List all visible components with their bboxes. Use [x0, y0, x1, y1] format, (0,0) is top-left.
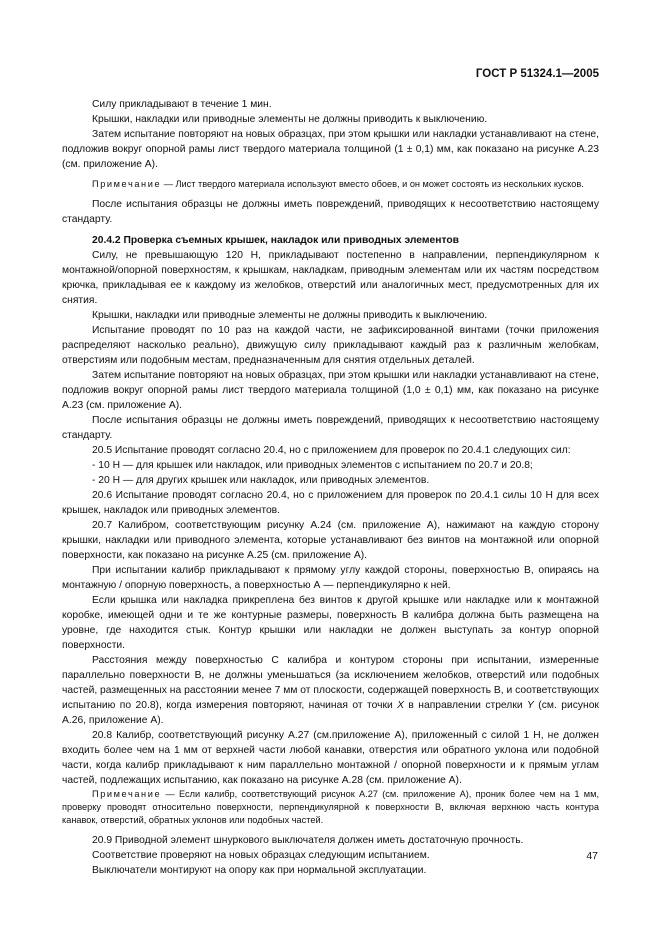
paragraph [62, 653, 599, 728]
page-number: 47 [586, 850, 598, 862]
paragraph: 20.8 Калибр, соответствующий рисунку А.27 (см.приложение А), приложенный с силой 1 Н, не должен входить более чем на 1 мм от верхней части любой канавки, отверстия или обратного уклона или подобной части, когда калибр прикладывают к ним параллельно монтажной / опорной поверхности и к прямым углам частей, подлежащих испытанию, как показано на рисунке А.28 (см. приложение А). [62, 730, 599, 786]
paragraph: После испытания образцы не должны иметь повреждений, приводящих к несоответствию настоящему стандарту. [62, 415, 599, 441]
note-label: Примечание [92, 179, 162, 189]
paragraph: 20.9 Приводной элемент шнуркового выключателя должен иметь достаточную прочность. [92, 835, 524, 846]
paragraph: 20.5 Испытание проводят согласно 20.4, но с приложением для проверок по 20.4.1 следующих сил: [92, 445, 571, 456]
note: Примечание — Лист твердого материала используют вместо обоев, и он может состоять из нескольких кусков. [92, 179, 584, 189]
paragraph: Выключатели монтируют на опору как при нормальной эксплуатации. [92, 865, 427, 876]
document-body [62, 97, 599, 878]
note [62, 788, 599, 827]
paragraph: Силу прикладывают в течение 1 мин. [92, 99, 272, 110]
paragraph: Если крышка или накладка прикреплена без винтов к другой крышке или накладке или к монтажной коробке, имеющей одни и те же контурные размеры, поверхность В калибра должна быть размещена на уровне, где находится стык. Контур крышки или накладки не должен выступать за контур опорной поверхности. [62, 595, 599, 651]
note-label: Примечание [92, 789, 162, 799]
paragraph: После испытания образцы не должны иметь повреждений, приводящих к несоответствию настоящему стандарту. [62, 199, 599, 225]
paragraph: 20.6 Испытание проводят согласно 20.4, но с приложением для проверок по 20.4.1 силы 10 Н для всех крышек, накладок или приводных элементов. [62, 490, 599, 516]
arrow-symbol-y: Y [527, 700, 534, 711]
paragraph: Затем испытание повторяют на новых образцах, при этом крышки или накладки устанавливают на стене, подложив вокруг опорной рамы лист твердого материала толщиной (1 ± 0,1) мм, как показано на рисунке А.23 (см. приложение А). [62, 129, 599, 170]
paragraph: Соответствие проверяют на новых образцах следующим испытанием. [92, 850, 430, 861]
list-item: - 20 Н — для других крышек или накладок, или приводных элементов. [92, 475, 430, 486]
paragraph: Испытание проводят по 10 раз на каждой части, не зафиксированной винтами (точки приложения распределяют насколько реально), движущую силу прикладывают каждый раз к различным желобкам, отверстиям или подобным местам, предназначенным для снятия отдельных деталей. [62, 325, 599, 366]
document-id: ГОСТ Р 51324.1—2005 [475, 68, 599, 80]
note-text: — Если калибр, соответствующий рисунок А.27 (см. приложение А), проник более чем на 1 мм, проверку проводят относительно поверхности, перпендикулярной к поверхности В, включая верхнюю часть контура канавок, отверстий, обратных уклонов или подобных частей. [62, 789, 599, 825]
text-segment: в направлении стрелки [408, 700, 523, 711]
section-heading: 20.4.2 Проверка съемных крышек, накладок или приводных элементов [92, 235, 459, 246]
paragraph: Крышки, накладки или приводные элементы не должны приводить к выключению. [92, 114, 488, 125]
paragraph: Затем испытание повторяют на новых образцах, при этом крышки или накладки устанавливают на стене, подложив вокруг опорной рамы лист твердого материала толщиной (1,0 ± 0,1) мм, как показано на рисунке А.23 (см. приложение А). [62, 370, 599, 411]
paragraph: 20.7 Калибром, соответствующим рисунку А.24 (см. приложение А), нажимают на каждую сторону крышки, накладки или приводного элемента, которые устанавливают без винтов на монтажной или опорной поверхности, как показано на рисунке А.25 (см. приложение А). [62, 520, 599, 561]
text-segment: (см. рисунок А.26, приложение А). [62, 700, 599, 726]
point-symbol-x: X [397, 700, 404, 711]
list-item: - 10 Н — для крышек или накладок, или приводных элементов с испытанием по 20.7 и 20.8; [92, 460, 533, 471]
text-segment: Расстояния между поверхностью С калибра и контуром стороны при испытании, измеренные параллельно поверхности В, не должны уменьшаться (за исключением желобков, отверстий или подобных частей, размещенных на расстоянии менее 7 мм от плоскости, содержащей поверхность В, и соответствующих испытанию по 20.8), когда измерения повторяют, начиная от точки [62, 655, 599, 711]
paragraph: Крышки, накладки или приводные элементы не должны приводить к выключению. [92, 310, 488, 321]
paragraph: При испытании калибр прикладывают к прямому углу каждой стороны, поверхностью В, опираясь на монтажную / опорную поверхность, а поверхностью А — перпендикулярно к ней. [62, 565, 599, 591]
paragraph: Силу, не превышающую 120 Н, прикладывают постепенно в направлении, перпендикулярном к монтажной/опорной поверхностям, к крышкам, накладкам, приводным элементам или их частям посредством крючка, прикладывая ее к каждому из желобков, отверстий или аналогичных мест, предусмотренных для их снятия. [62, 250, 599, 306]
note-text: Лист твердого материала используют вместо обоев, и он может состоять из нескольких кусков. [175, 179, 584, 189]
